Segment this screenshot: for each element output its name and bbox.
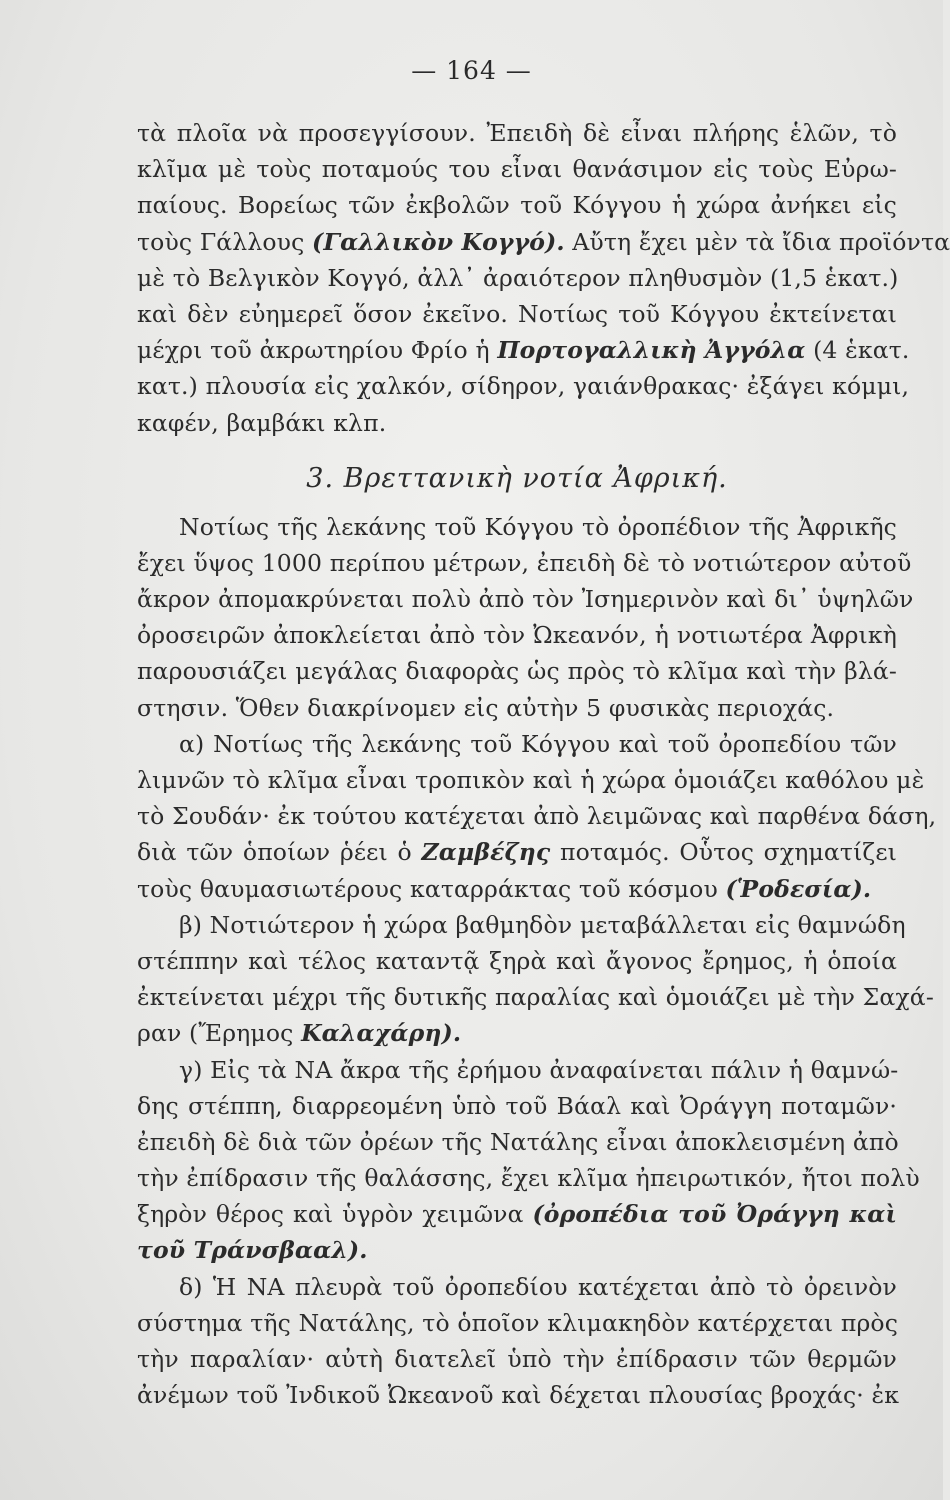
- text-line: [137, 1341, 897, 1377]
- text-line: [137, 1232, 897, 1268]
- text-line: [137, 1196, 897, 1232]
- text-run: δης στέππη, διαρρεομένη ὑπὸ τοῦ Βάαλ καὶ Ὀράγγη ποταμῶν·: [137, 1091, 897, 1120]
- text-line: [137, 943, 897, 979]
- text-run: στέππην καὶ τέλος καταντᾷ ξηρὰ καὶ ἄγονος ἔρημος, ἡ ὁποία: [137, 946, 897, 975]
- emphasized-term: (Ῥοδεσία).: [725, 874, 872, 903]
- section-title: 3. Βρεττανικὴ νοτία Ἀφρική.: [306, 462, 728, 494]
- text-line: [137, 115, 897, 151]
- text-run: σύστημα τῆς Νατάλης, τὸ ὁποῖον κλιμακηδὸν κατέρχεται πρὸς: [137, 1308, 899, 1337]
- text-line: [137, 1377, 900, 1413]
- text-line: [137, 405, 897, 441]
- emphasized-term: τοῦ Τράνσβααλ).: [137, 1236, 368, 1265]
- text-run: κλῖμα μὲ τοὺς ποταμούς του εἶναι θανάσιμον εἰς τοὺς Εὐρω-: [137, 155, 897, 184]
- text-run: μέχρι τοῦ ἀκρωτηρίου Φρίο ἡ: [137, 336, 498, 365]
- text-line: [137, 1269, 897, 1305]
- text-run: γ) Εἰς τὰ ΝΑ ἄκρα τῆς ἐρήμου ἀναφαίνεται πάλιν ἡ θαμνώ-: [179, 1055, 899, 1084]
- text-line: [137, 617, 897, 653]
- text-line: [137, 581, 914, 617]
- text-run: Νοτίως τῆς λεκάνης τοῦ Κόγγου τὸ ὀροπέδιον τῆς Ἀφρικῆς: [179, 512, 897, 541]
- text-line: [137, 1305, 897, 1341]
- text-line: [137, 762, 925, 798]
- text-line: [137, 368, 910, 404]
- text-line: [137, 296, 897, 332]
- text-run: α) Νοτίως τῆς λεκάνης τοῦ Κόγγου καὶ τοῦ ὀροπεδίου τῶν: [179, 729, 897, 758]
- text-run: ξηρὸν θέρος καὶ ὑγρὸν χειμῶνα: [137, 1200, 533, 1229]
- text-run: καὶ δὲν εὐημερεῖ ὅσον ἐκεῖνο. Νοτίως τοῦ Κόγγου ἐκτείνεται: [137, 299, 897, 328]
- text-run: παίους. Βορείως τῶν ἐκβολῶν τοῦ Κόγγου ἡ χώρα ἀνήκει εἰς: [137, 191, 897, 220]
- text-run: ἐκτείνεται μέχρι τῆς δυτικῆς παραλίας καὶ ὁμοιάζει μὲ τὴν Σαχά-: [137, 983, 934, 1012]
- text-run: τὴν ἐπίδρασιν τῆς θαλάσσης, ἔχει κλῖμα ἠπειρωτικόν, ἤτοι πολὺ: [137, 1164, 920, 1193]
- text-line: [137, 871, 897, 907]
- emphasized-term: Πορτογαλλικὴ Ἀγγόλα: [497, 336, 806, 365]
- text-run: τὰ πλοῖα νὰ προσεγγίσουν. Ἐπειδὴ δὲ εἶναι πλήρης ἑλῶν, τὸ: [137, 119, 897, 147]
- emphasized-term: Ζαμβέζης: [421, 838, 551, 867]
- text-run: β) Νοτιώτερον ἡ χώρα βαθμηδὸν μεταβάλλεται εἰς θαμνώδη: [179, 910, 906, 939]
- text-run: τὸ Σουδάν· ἐκ τούτου κατέχεται ἀπὸ λειμῶνας καὶ παρθένα δάση,: [137, 802, 937, 831]
- emphasized-term: (Γαλλικὸν Κογγό).: [312, 227, 565, 256]
- text-run: διὰ τῶν ὁποίων ῥέει ὁ: [137, 838, 422, 867]
- text-run: ποταμός. Οὗτος σχηματίζει: [550, 838, 898, 867]
- text-run: τὴν παραλίαν· αὐτὴ διατελεῖ ὑπὸ τὴν ἐπίδρασιν τῶν θερμῶν: [137, 1345, 897, 1373]
- text-line: [137, 907, 906, 943]
- text-line: [137, 1088, 897, 1124]
- text-line: [137, 834, 897, 870]
- text-line: [137, 653, 897, 689]
- text-line: [137, 690, 897, 726]
- text-run: καφέν, βαμβάκι κλπ.: [137, 408, 387, 437]
- text-line: [137, 1160, 920, 1196]
- emphasized-term: (ὀροπέδια τοῦ Ὀράγγη καὶ: [532, 1200, 898, 1229]
- text-run: (4 ἑκατ.: [805, 336, 910, 365]
- text-run: στησιν. Ὅθεν διακρίνομεν εἰς αὐτὴν 5 φυσικὰς περιοχάς.: [137, 693, 835, 722]
- text-line: [137, 509, 897, 545]
- text-run: ἀνέμων τοῦ Ἰνδικοῦ Ὠκεανοῦ καὶ δέχεται πλουσίας βροχάς· ἐκ: [137, 1381, 900, 1410]
- text-line: [137, 332, 910, 368]
- body-text: [137, 115, 950, 1413]
- text-line: [137, 545, 912, 581]
- text-run: ὀροσειρῶν ἀποκλείεται ἀπὸ τὸν Ὠκεανόν, ἡ νοτιωτέρα Ἀφρικὴ: [137, 621, 897, 650]
- text-run: τοὺς θαυμασιωτέρους καταρράκτας τοῦ κόσμου: [137, 874, 726, 903]
- text-run: ἄκρον ἀπομακρύνεται πολὺ ἀπὸ τὸν Ἰσημερινὸν καὶ δι᾽ ὑψηλῶν: [137, 585, 914, 614]
- text-run: λιμνῶν τὸ κλῖμα εἶναι τροπικὸν καὶ ἡ χώρα ὁμοιάζει καθόλου μὲ: [137, 766, 925, 794]
- text-run: ἔχει ὕψος 1000 περίπου μέτρων, ἐπειδὴ δὲ τὸ νοτιώτερον αὐτοῦ: [137, 548, 912, 577]
- text-run: κατ.) πλουσία εἰς χαλκόν, σίδηρον, γαιάνθρακας· ἐξάγει κόμμι,: [137, 372, 910, 401]
- text-line: [137, 224, 950, 260]
- text-run: δ) Ἡ ΝΑ πλευρὰ τοῦ ὀροπεδίου κατέχεται ἀπὸ τὸ ὀρεινὸν: [179, 1272, 897, 1301]
- text-run: Αὔτη ἔχει μὲν τὰ ἴδια προϊόντα: [564, 227, 950, 256]
- emphasized-term: Καλαχάρη).: [301, 1019, 462, 1048]
- text-line: [137, 1052, 897, 1088]
- text-line: [137, 726, 897, 762]
- page-number: — 164 —: [411, 56, 532, 85]
- text-line: [137, 979, 934, 1015]
- text-run: μὲ τὸ Βελγικὸν Κογγό, ἀλλ᾽ ἀραιότερον πληθυσμὸν (1,5 ἑκατ.): [137, 263, 899, 292]
- text-line: [137, 798, 937, 834]
- text-run: ραν (Ἔρημος: [137, 1019, 302, 1048]
- text-line: [137, 187, 897, 223]
- text-line: [137, 260, 897, 296]
- text-line: [137, 1015, 897, 1051]
- text-run: ἐπειδὴ δὲ διὰ τῶν ὀρέων τῆς Νατάλης εἶναι ἀποκλεισμένη ἀπὸ: [137, 1127, 899, 1156]
- text-line: [137, 1124, 897, 1160]
- text-run: τοὺς Γάλλους: [137, 227, 313, 256]
- text-line: [137, 151, 897, 187]
- text-run: παρουσιάζει μεγάλας διαφορὰς ὡς πρὸς τὸ κλῖμα καὶ τὴν βλά-: [137, 657, 897, 686]
